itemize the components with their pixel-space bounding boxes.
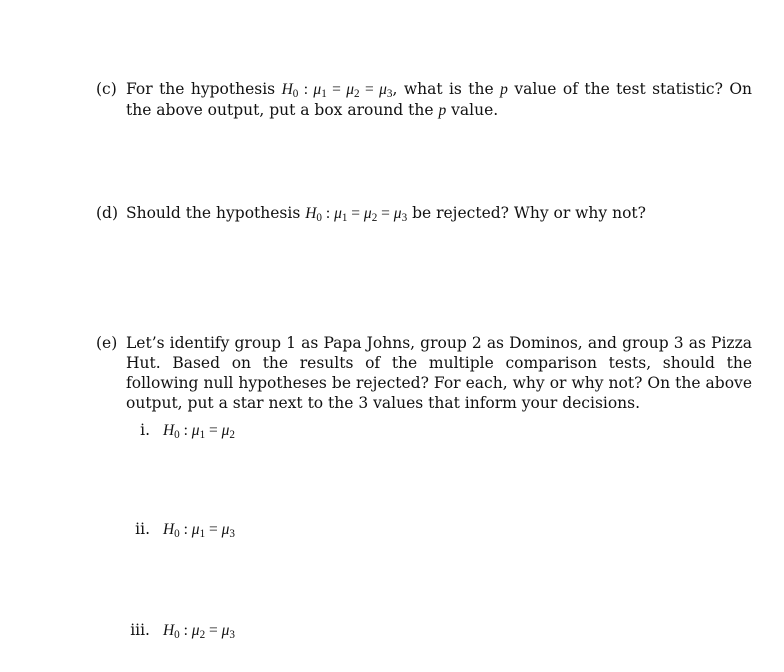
subitem-iii (126, 620, 526, 641)
subitem-i-label: i. (140, 421, 150, 439)
subitem-iii-hypothesis: $H_0$ : $\mu_2 = \mu_3$ (162, 622, 235, 642)
question-e (96, 333, 752, 413)
subitem-i (126, 420, 526, 441)
subitem-i-hypothesis: $H_0$ : $\mu_1 = \mu_2$ (162, 422, 235, 442)
subitem-ii-label: ii. (135, 520, 150, 538)
subitem-ii (126, 519, 526, 540)
question-c-text: For the hypothesis $H_0$ : $\mu_1 = \mu_2 = \mu_3$, what is the p value of the test statistic? On the above output, put a box around the p value. (126, 80, 753, 119)
subitem-iii-label: iii. (130, 621, 150, 639)
question-d-text: Should the hypothesis $H_0$ : $\mu_1 = \mu_2 = \mu_3$ be rejected? Why or why not? (126, 204, 646, 225)
question-c (96, 79, 752, 121)
subitem-ii-hypothesis: $H_0$ : $\mu_1 = \mu_3$ (162, 521, 235, 541)
question-d-label: (d) (96, 204, 119, 222)
question-c-label: (c) (96, 80, 117, 98)
question-e-label: (e) (96, 334, 118, 352)
question-c-hypothesis: $H_0$ : $\mu_1 = \mu_2 = \mu_3$ (281, 81, 393, 101)
question-d-hypothesis: $H_0$ : $\mu_1 = \mu_2 = \mu_3$ (305, 205, 408, 225)
question-d (96, 203, 752, 224)
question-e-text: Let’s identify group 1 as Papa Johns, group 2 as Dominos, and group 3 as Pizza Hut. Based on the results of the multiple comparison tests, should the following null hypotheses be rejected? For each, why or why not? On the above output, put a star next to the 3 values that inform your decisions. (126, 334, 752, 412)
